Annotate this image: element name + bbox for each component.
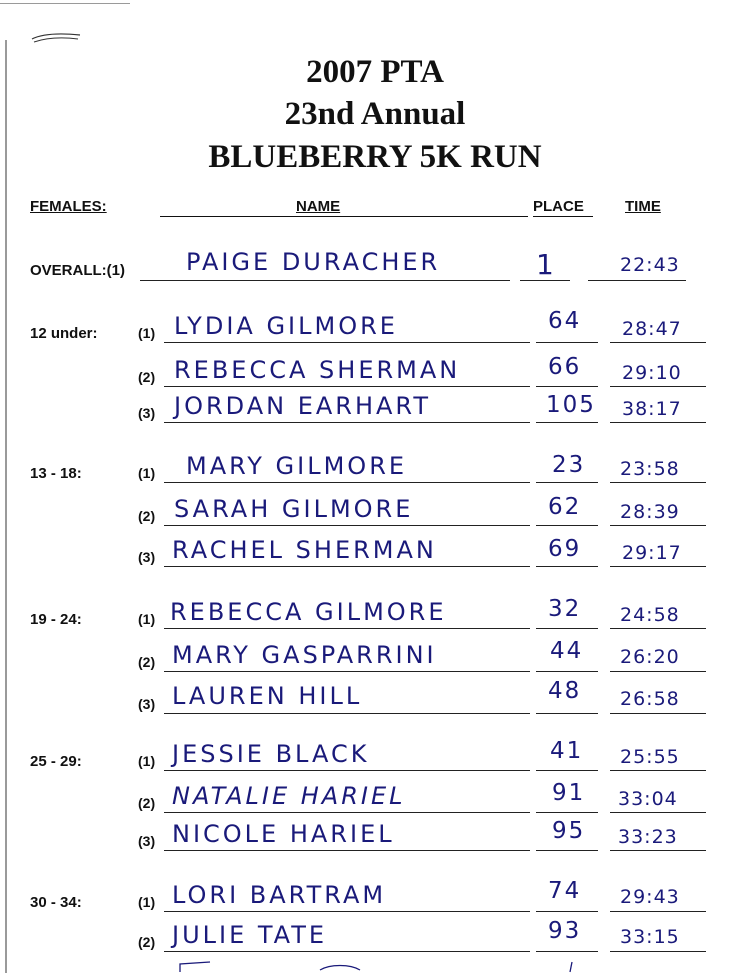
- entry-name: REBECCA GILMORE: [170, 598, 447, 626]
- header-name: NAME: [296, 198, 341, 215]
- entry-name-line: [164, 525, 530, 526]
- entry-place: 95: [552, 818, 586, 844]
- entry-number: (3): [138, 549, 156, 565]
- entry-place-line: [536, 342, 598, 343]
- group-label: 12 under:: [30, 325, 98, 342]
- overall-time: 22:43: [620, 254, 680, 276]
- header-females: FEMALES:: [30, 198, 107, 215]
- entry-place-line: [536, 386, 598, 387]
- entry-name-line: [164, 422, 530, 423]
- header-place: PLACE: [533, 198, 584, 215]
- entry-time-line: [610, 770, 706, 771]
- entry-time-line: [610, 713, 706, 714]
- entry-name: LAUREN HILL: [172, 682, 363, 710]
- header-time: TIME: [625, 198, 661, 215]
- entry-place: 91: [552, 780, 586, 806]
- entry-place-line: [536, 525, 598, 526]
- entry-time: 29:17: [622, 542, 682, 564]
- entry-place: 69: [548, 536, 582, 562]
- entry-time-line: [610, 422, 706, 423]
- entry-name-line: [164, 482, 530, 483]
- entry-place-line: [536, 671, 598, 672]
- scan-edge-left: [5, 40, 7, 973]
- entry-name: MARY GILMORE: [186, 452, 408, 480]
- entry-time: 29:10: [622, 362, 682, 384]
- entry-name-line: [164, 386, 530, 387]
- overall-name: PAIGE DURACHER: [186, 248, 441, 276]
- entry-name: RACHEL SHERMAN: [172, 536, 437, 564]
- entry-name: LYDIA GILMORE: [174, 312, 398, 340]
- entry-name-line: [164, 566, 530, 567]
- entry-place: 64: [548, 308, 582, 334]
- scan-edge-top: [0, 3, 130, 4]
- entry-name: REBECCA SHERMAN: [174, 356, 461, 384]
- cut-off-handwriting: [170, 960, 590, 973]
- entry-name-line: [164, 671, 530, 672]
- entry-place: 93: [548, 918, 582, 944]
- overall-label: OVERALL:(1): [30, 262, 125, 279]
- entry-name-line: [164, 850, 530, 851]
- entry-place: 32: [548, 596, 582, 622]
- entry-number: (2): [138, 795, 156, 811]
- entry-number: (2): [138, 508, 156, 524]
- entry-place-line: [536, 482, 598, 483]
- entry-time-line: [610, 850, 706, 851]
- entry-time-line: [610, 386, 706, 387]
- group-label: 30 - 34:: [30, 894, 82, 911]
- entry-time-line: [610, 342, 706, 343]
- entry-time-line: [610, 482, 706, 483]
- entry-time-line: [610, 812, 706, 813]
- title-year: 2007 PTA: [306, 54, 444, 90]
- entry-place-line: [536, 770, 598, 771]
- entry-number: (3): [138, 833, 156, 849]
- entry-name: JULIE TATE: [172, 921, 328, 949]
- entry-time: 23:58: [620, 458, 680, 480]
- entry-name: NATALIE HARIEL: [172, 782, 406, 810]
- entry-time-line: [610, 628, 706, 629]
- entry-name-line: [164, 812, 530, 813]
- entry-place: 62: [548, 494, 582, 520]
- entry-name-line: [164, 911, 530, 912]
- entry-time: 25:55: [620, 746, 680, 768]
- entry-number: (1): [138, 894, 156, 910]
- entry-number: (2): [138, 369, 156, 385]
- entry-number: (1): [138, 753, 156, 769]
- entry-number: (3): [138, 405, 156, 421]
- entry-place: 105: [546, 392, 596, 418]
- entry-number: (3): [138, 696, 156, 712]
- entry-place-line: [536, 628, 598, 629]
- entry-time: 24:58: [620, 604, 680, 626]
- entry-time: 28:47: [622, 318, 682, 340]
- pen-mark: [30, 30, 82, 44]
- entry-time-line: [610, 911, 706, 912]
- entry-number: (2): [138, 654, 156, 670]
- entry-place-line: [536, 951, 598, 952]
- entry-place-line: [536, 422, 598, 423]
- entry-name-line: [164, 770, 530, 771]
- entry-name-line: [164, 342, 530, 343]
- entry-name: LORI BARTRAM: [172, 881, 387, 909]
- header-place-underline: [533, 216, 593, 217]
- entry-place: 74: [548, 878, 582, 904]
- entry-place: 44: [550, 638, 584, 664]
- entry-name-line: [164, 951, 530, 952]
- entry-time: 26:58: [620, 688, 680, 710]
- entry-time: 33:23: [618, 826, 678, 848]
- entry-time: 38:17: [622, 398, 682, 420]
- header-name-underline: [160, 216, 528, 217]
- entry-place: 41: [550, 738, 584, 764]
- overall-place: 1: [536, 248, 556, 281]
- overall-time-line: [588, 280, 686, 281]
- entry-name-line: [164, 628, 530, 629]
- overall-name-line: [140, 280, 510, 281]
- entry-place-line: [536, 713, 598, 714]
- entry-number: (2): [138, 934, 156, 950]
- entry-name-line: [164, 713, 530, 714]
- entry-place: 66: [548, 354, 582, 380]
- entry-time-line: [610, 525, 706, 526]
- entry-time-line: [610, 671, 706, 672]
- entry-number: (1): [138, 465, 156, 481]
- entry-place-line: [536, 911, 598, 912]
- entry-place: 48: [548, 678, 582, 704]
- entry-name: MARY GASPARRINI: [172, 641, 437, 669]
- entry-time: 26:20: [620, 646, 680, 668]
- entry-number: (1): [138, 325, 156, 341]
- entry-time-line: [610, 566, 706, 567]
- group-label: 25 - 29:: [30, 753, 82, 770]
- entry-time-line: [610, 951, 706, 952]
- entry-time: 29:43: [620, 886, 680, 908]
- entry-time: 33:15: [620, 926, 680, 948]
- title-event: BLUEBERRY 5K RUN: [208, 139, 542, 175]
- entry-place: 23: [552, 452, 586, 478]
- entry-name: JESSIE BLACK: [172, 740, 370, 768]
- entry-name: SARAH GILMORE: [174, 495, 414, 523]
- entry-time: 33:04: [618, 788, 678, 810]
- entry-place-line: [536, 812, 598, 813]
- entry-place-line: [536, 566, 598, 567]
- entry-name: NICOLE HARIEL: [172, 820, 395, 848]
- entry-time: 28:39: [620, 501, 680, 523]
- group-label: 13 - 18:: [30, 465, 82, 482]
- entry-name: JORDAN EARHART: [174, 392, 432, 420]
- entry-place-line: [536, 850, 598, 851]
- title-annual: 23nd Annual: [284, 96, 466, 132]
- group-label: 19 - 24:: [30, 611, 82, 628]
- entry-number: (1): [138, 611, 156, 627]
